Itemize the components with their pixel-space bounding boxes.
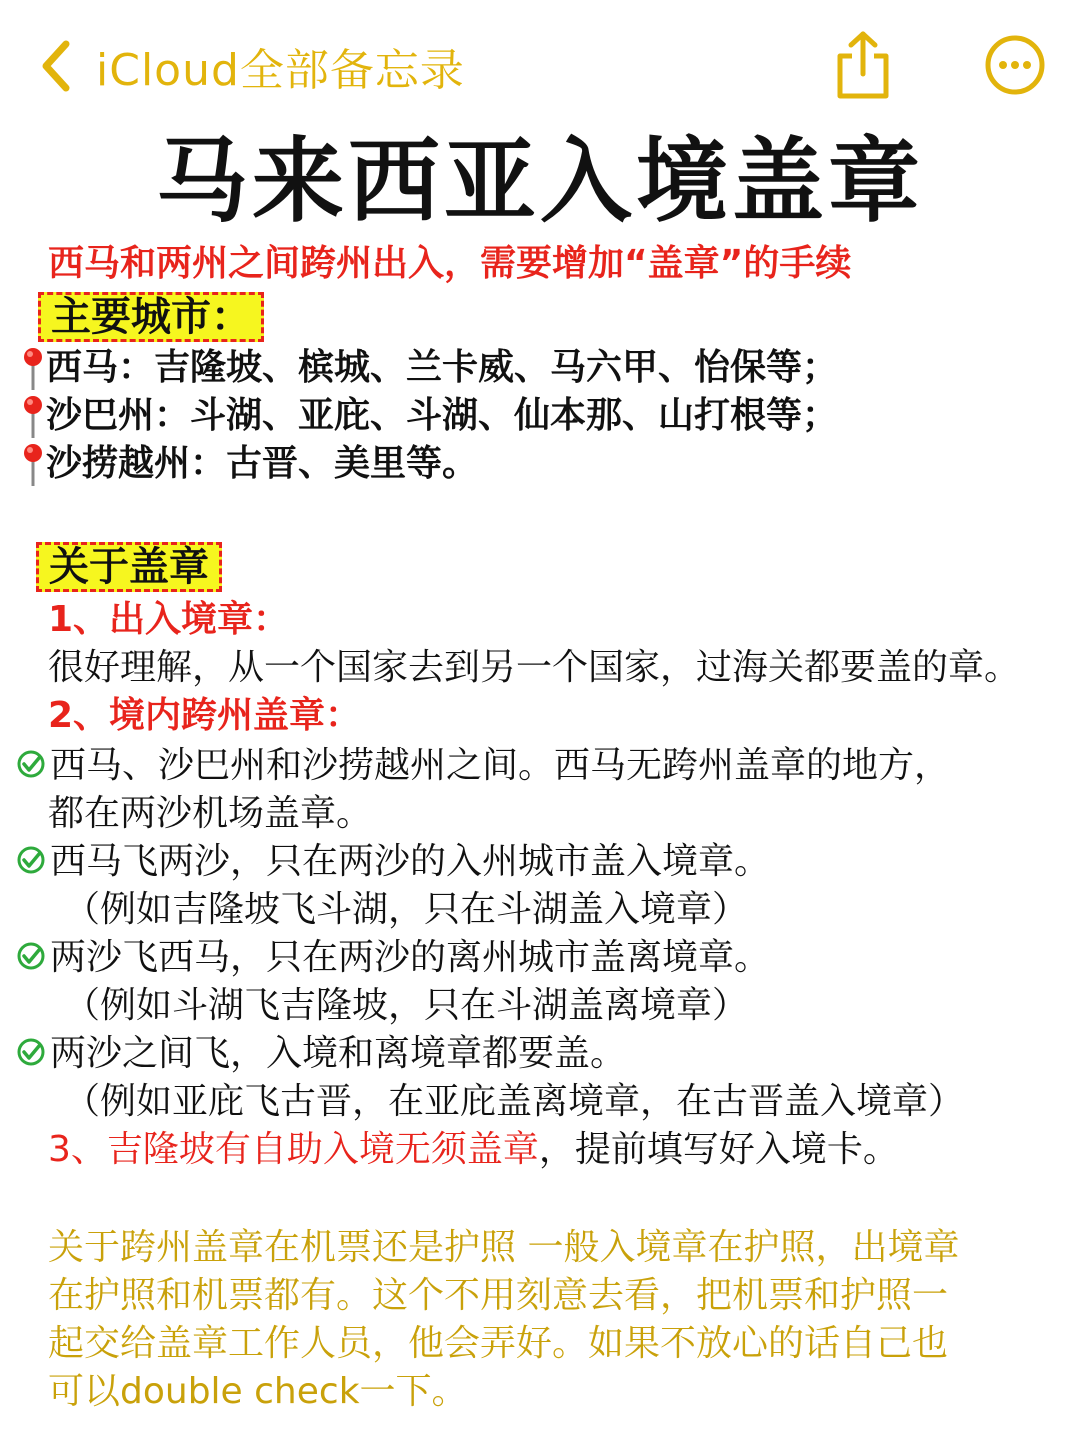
- back-button[interactable]: [34, 34, 465, 98]
- list-item: [22, 344, 838, 392]
- stamps-heading: 关于盖章: [36, 542, 222, 592]
- section-cities: [38, 292, 264, 343]
- ellipsis-circle-icon[interactable]: [984, 34, 1046, 96]
- check-continuation: （例如吉隆坡飞斗湖，只在斗湖盖入境章）: [64, 889, 749, 930]
- note-line: 在护照和机票都有。这个不用刻意去看，把机票和护照一: [48, 1275, 949, 1316]
- note-line: 关于跨州盖章在机票还是护照 一般入境章在护照，出境章: [48, 1227, 960, 1268]
- section-stamps: [36, 542, 222, 593]
- intro-text: 西马和两州之间跨州出入，需要增加“盖章”的手续: [48, 243, 852, 284]
- check-text: 两沙之间飞，入境和离境章都要盖。: [50, 1033, 627, 1074]
- check-item: [16, 742, 950, 790]
- check-item: [16, 934, 770, 982]
- share-icon[interactable]: [832, 30, 894, 100]
- point-1-title: 1、出入境章：: [48, 599, 290, 640]
- check-continuation: 都在两沙机场盖章。: [48, 793, 373, 834]
- nav-bar: [0, 28, 1080, 104]
- point-3: [48, 1126, 899, 1174]
- city-line: 沙巴州：斗湖、亚庇、斗湖、仙本那、山打根等；: [46, 395, 839, 436]
- check-text: 西马、沙巴州和沙捞越州之间。西马无跨州盖章的地方，: [50, 745, 951, 786]
- check-circle-icon: [16, 1037, 46, 1067]
- list-item: [22, 440, 478, 488]
- check-circle-icon: [16, 749, 46, 779]
- city-line: 沙捞越州：古晋、美里等。: [46, 443, 479, 484]
- pushpin-icon: [22, 442, 44, 488]
- cities-heading: 主要城市：: [38, 292, 264, 342]
- list-item: [22, 392, 838, 440]
- check-item: [16, 838, 770, 886]
- point-1-text: 很好理解，从一个国家去到另一个国家，过海关都要盖的章。: [48, 647, 1021, 688]
- check-continuation: （例如斗湖飞吉隆坡，只在斗湖盖离境章）: [64, 985, 749, 1026]
- back-label: iCloud全部备忘录: [96, 45, 465, 96]
- check-item: [16, 1030, 626, 1078]
- point-2-title: 2、境内跨州盖章：: [48, 695, 362, 736]
- pushpin-icon: [22, 394, 44, 440]
- check-text: 西马飞两沙，只在两沙的入州城市盖入境章。: [50, 841, 771, 882]
- check-text: 两沙飞西马，只在两沙的离州城市盖离境章。: [50, 937, 771, 978]
- point-3-highlight: 3、吉隆坡有自助入境无须盖章: [48, 1129, 539, 1170]
- pushpin-icon: [22, 346, 44, 392]
- chevron-left-icon: [34, 36, 78, 96]
- point-3-rest: ，提前填写好入境卡。: [538, 1129, 899, 1170]
- check-continuation: （例如亚庇飞古晋，在亚庇盖离境章，在古晋盖入境章）: [64, 1081, 965, 1122]
- check-circle-icon: [16, 941, 46, 971]
- note-line: 可以double check一下。: [48, 1371, 468, 1412]
- note-title: 马来西亚入境盖章: [155, 128, 924, 235]
- check-circle-icon: [16, 845, 46, 875]
- note-line: 起交给盖章工作人员，他会弄好。如果不放心的话自己也: [48, 1323, 949, 1364]
- city-line: 西马：吉隆坡、槟城、兰卡威、马六甲、怡保等；: [46, 347, 839, 388]
